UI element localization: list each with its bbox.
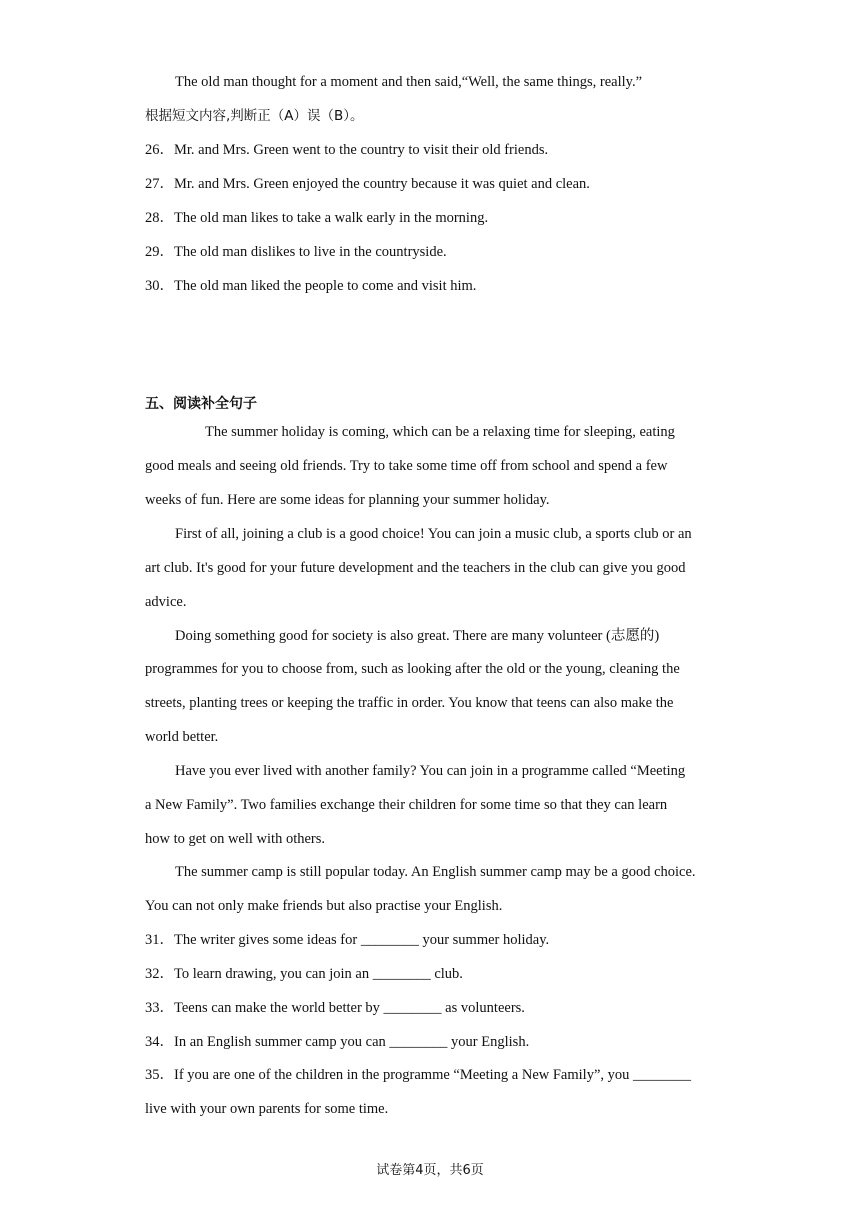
question-instruction: 根据短文内容,判断正（A）误（B）。 — [145, 108, 364, 124]
passage-line: a New Family”. Two families exchange their children for some time so that they can learn — [145, 797, 668, 813]
question-33: 33．Teens can make the world better by ________ as volunteers. — [145, 1000, 525, 1016]
passage-line: weeks of fun. Here are some ideas for planning your summer holiday. — [145, 492, 550, 508]
question-27: 27．Mr. and Mrs. Green enjoyed the country because it was quiet and clean. — [145, 176, 590, 192]
section-heading: 五、阅读补全句子 — [145, 396, 257, 412]
passage-line: Doing something good for society is also great. There are many volunteer (志愿的) — [175, 628, 660, 644]
page-number: 试卷第4页，共6页 — [376, 1163, 484, 1178]
passage-line: streets, planting trees or keeping the traffic in order. You know that teens can also make the — [145, 695, 674, 711]
passage-line: advice. — [145, 594, 187, 610]
passage-line: You can not only make friends but also practise your English. — [145, 898, 503, 914]
passage-line: good meals and seeing old friends. Try to take some time off from school and spend a few — [145, 458, 668, 474]
question-32: 32．To learn drawing, you can join an ________ club. — [145, 966, 463, 982]
passage-line: First of all, joining a club is a good choice! You can join a music club, a sports club or an — [175, 526, 692, 542]
passage-line: world better. — [145, 729, 219, 745]
passage-line: programmes for you to choose from, such as looking after the old or the young, cleaning the — [145, 661, 680, 677]
question-35: 35．If you are one of the children in the programme “Meeting a New Family”, you ________ — [145, 1067, 692, 1083]
passage-line: The summer holiday is coming, which can be a relaxing time for sleeping, eating — [205, 424, 675, 440]
passage-line: how to get on well with others. — [145, 831, 326, 847]
question-31: 31．The writer gives some ideas for ________ your summer holiday. — [145, 932, 550, 948]
question-30: 30．The old man liked the people to come and visit him. — [145, 278, 477, 294]
passage-line: art club. It's good for your future development and the teachers in the club can give you good — [145, 560, 686, 576]
question-29: 29．The old man dislikes to live in the countryside. — [145, 244, 447, 260]
question-26: 26．Mr. and Mrs. Green went to the country to visit their old friends. — [145, 142, 549, 158]
question-34: 34．In an English summer camp you can ________ your English. — [145, 1034, 530, 1050]
question-35-continued: live with your own parents for some time. — [145, 1101, 389, 1117]
passage-line: Have you ever lived with another family? You can join in a programme called “Meeting — [175, 763, 686, 779]
question-28: 28．The old man likes to take a walk early in the morning. — [145, 210, 489, 226]
passage-line: The summer camp is still popular today. An English summer camp may be a good choice. — [175, 864, 696, 880]
passage-paragraph: The old man thought for a moment and then said,“Well, the same things, really.” — [175, 74, 643, 90]
